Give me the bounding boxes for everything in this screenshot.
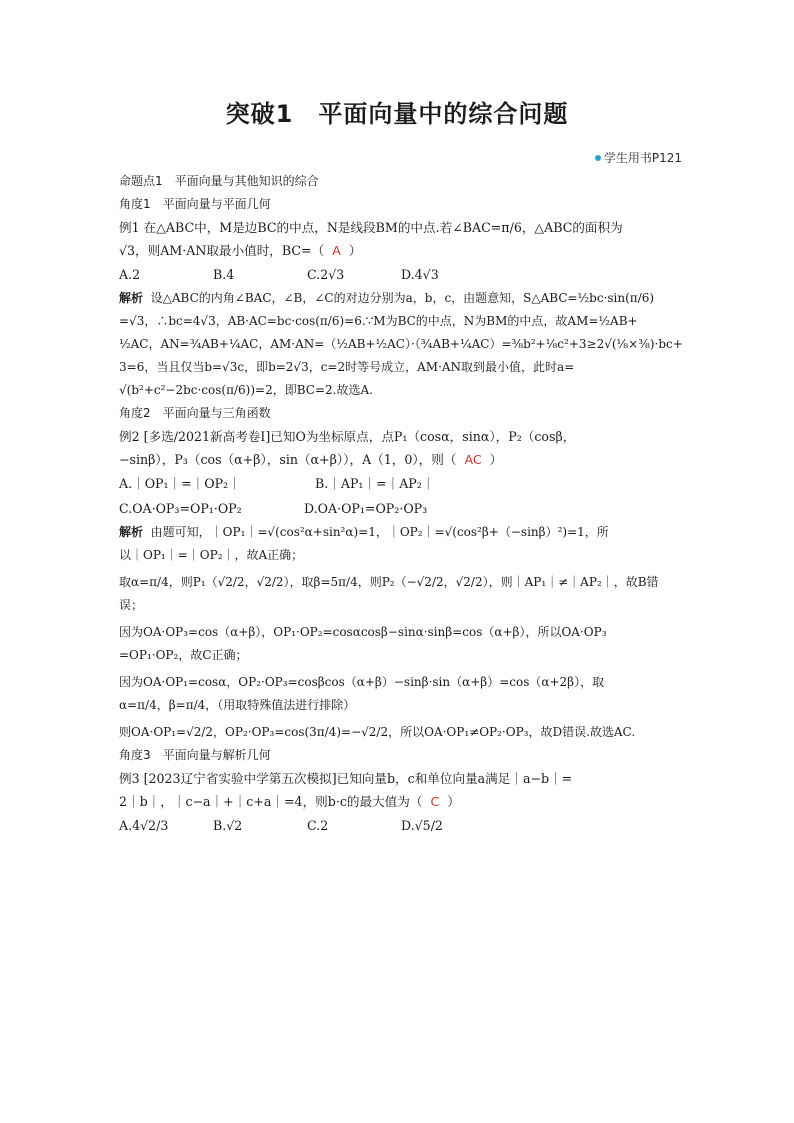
option-b: B.｜AP₁｜=｜AP₂｜ bbox=[315, 476, 435, 491]
example-1 bbox=[119, 218, 677, 285]
option-c: C.OA·OP₃=OP₁·OP₂ bbox=[119, 501, 242, 516]
angle-heading-3: 角度3 平面向量与解析几何 bbox=[119, 748, 271, 762]
example-3-answer: C bbox=[430, 794, 440, 809]
solution-2 bbox=[119, 523, 677, 742]
option-c: C.2√3 bbox=[307, 267, 345, 282]
example-1-answer: A bbox=[332, 243, 341, 258]
option-c: C.2 bbox=[307, 818, 329, 833]
solution-label: 解析 bbox=[119, 525, 144, 539]
option-b: B.4 bbox=[213, 267, 235, 282]
example-1-line-1: 例1 在△ABC中，M是边BC的中点，N是线段BM的中点.若∠BAC=π/6，△ABC的面积为 bbox=[119, 220, 623, 235]
solution-1-line-1: 解析 设△ABC的内角∠BAC，∠B，∠C的对边分别为a，b，c，由题意知，S△ABC=½bc·sin(π/6) bbox=[119, 291, 655, 305]
solution-1-line-2: =√3，∴bc=4√3，AB·AC=bc·cos(π/6)=6.∵M为BC的中点，N为BM的中点，故AM=½AB+ bbox=[119, 314, 638, 328]
example-2 bbox=[119, 427, 677, 519]
example-3-line-1: 例3 [2023辽宁省实验中学第五次模拟]已知向量b，c和单位向量a满足｜a−b｜= bbox=[119, 771, 573, 786]
angle-heading-1: 角度1 平面向量与平面几何 bbox=[119, 197, 271, 211]
solution-2-line-6: =OP₁·OP₂，故C正确； bbox=[119, 648, 248, 662]
bullet-dot-icon bbox=[595, 155, 601, 161]
solution-1-line-5: √(b²+c²−2bc·cos(π/6))=2，即BC=2.故选A. bbox=[119, 383, 373, 397]
example-3-options bbox=[119, 815, 677, 836]
example-2-line-1: 例2 [多选/2021新高考卷Ⅰ]已知O为坐标原点，点P₁（cosα，sinα），P₂（cosβ， bbox=[119, 429, 576, 444]
option-a: A.2 bbox=[119, 267, 141, 282]
solution-2-line-3: 取α=π/4，则P₁（√2/2，√2/2），取β=5π/4，则P₂（−√2/2，√2/2），则｜AP₁｜≠｜AP₂｜，故B错 bbox=[119, 575, 659, 589]
solution-2-line-8: α=π/4，β=π/4，（用取特殊值法进行排除） bbox=[119, 698, 356, 712]
example-1-line-2: √3，则AM·AN取最小值时，BC=（ A ） bbox=[119, 243, 362, 258]
reference-text: 学生用书P121 bbox=[603, 151, 682, 165]
example-2-options-row-2 bbox=[119, 498, 677, 519]
solution-label: 解析 bbox=[119, 291, 144, 305]
example-2-options-row-1 bbox=[119, 473, 677, 494]
example-2-answer: AC bbox=[464, 452, 482, 467]
topic-heading: 命题点1 平面向量与其他知识的综合 bbox=[119, 174, 319, 188]
option-b: B.√2 bbox=[213, 818, 243, 833]
angle-heading-2: 角度2 平面向量与三角函数 bbox=[119, 406, 271, 420]
solution-1-line-3: ½AC，AN=¾AB+¼AC，AM·AN=（½AB+½AC）·（¾AB+¼AC）=⅜b²+⅛c²+3≥2√(⅛×⅜)·bc+ bbox=[119, 337, 683, 351]
solution-2-line-1: 解析 由题可知，｜OP₁｜=√(cos²α+sin²α)=1，｜OP₂｜=√(cos²β+（−sinβ）²)=1，所 bbox=[119, 525, 609, 539]
solution-2-line-7: 因为OA·OP₁=cosα，OP₂·OP₃=cosβcos（α+β）−sinβ·sin（α+β）=cos（α+2β），取 bbox=[119, 675, 605, 689]
solution-1-line-4: 3=6，当且仅当b=√3c，即b=2√3，c=2时等号成立，AM·AN取到最小值，此时a= bbox=[119, 360, 575, 374]
option-d: D.4√3 bbox=[401, 267, 439, 282]
example-3 bbox=[119, 769, 677, 836]
solution-2-line-4: 误； bbox=[119, 598, 144, 612]
example-1-options bbox=[119, 264, 677, 285]
solution-2-line-5: 因为OA·OP₃=cos（α+β），OP₁·OP₂=cosαcosβ−sinα·sinβ=cos（α+β），所以OA·OP₃ bbox=[119, 625, 607, 639]
example-3-line-2: 2｜b｜，｜c−a｜+｜c+a｜=4，则b·c的最大值为（ C ） bbox=[119, 794, 460, 809]
example-2-line-2: −sinβ），P₃（cos（α+β），sin（α+β）），A（1，0），则（ AC ） bbox=[119, 452, 503, 467]
option-a: A.4√2/3 bbox=[119, 818, 169, 833]
solution-2-line-2: 以｜OP₁｜=｜OP₂｜，故A正确； bbox=[119, 548, 304, 562]
main-content bbox=[119, 172, 683, 836]
textbook-reference bbox=[595, 149, 682, 166]
page-title: 突破1 平面向量中的综合问题 bbox=[225, 100, 569, 128]
solution-1 bbox=[119, 289, 683, 400]
option-d: D.√5/2 bbox=[401, 818, 443, 833]
solution-2-line-9: 则OA·OP₁=√2/2，OP₂·OP₃=cos(3π/4)=−√2/2，所以OA·OP₁≠OP₂·OP₃，故D错误.故选AC. bbox=[119, 725, 636, 739]
option-d: D.OA·OP₁=OP₂·OP₃ bbox=[304, 501, 428, 516]
option-a: A.｜OP₁｜=｜OP₂｜ bbox=[119, 476, 241, 491]
